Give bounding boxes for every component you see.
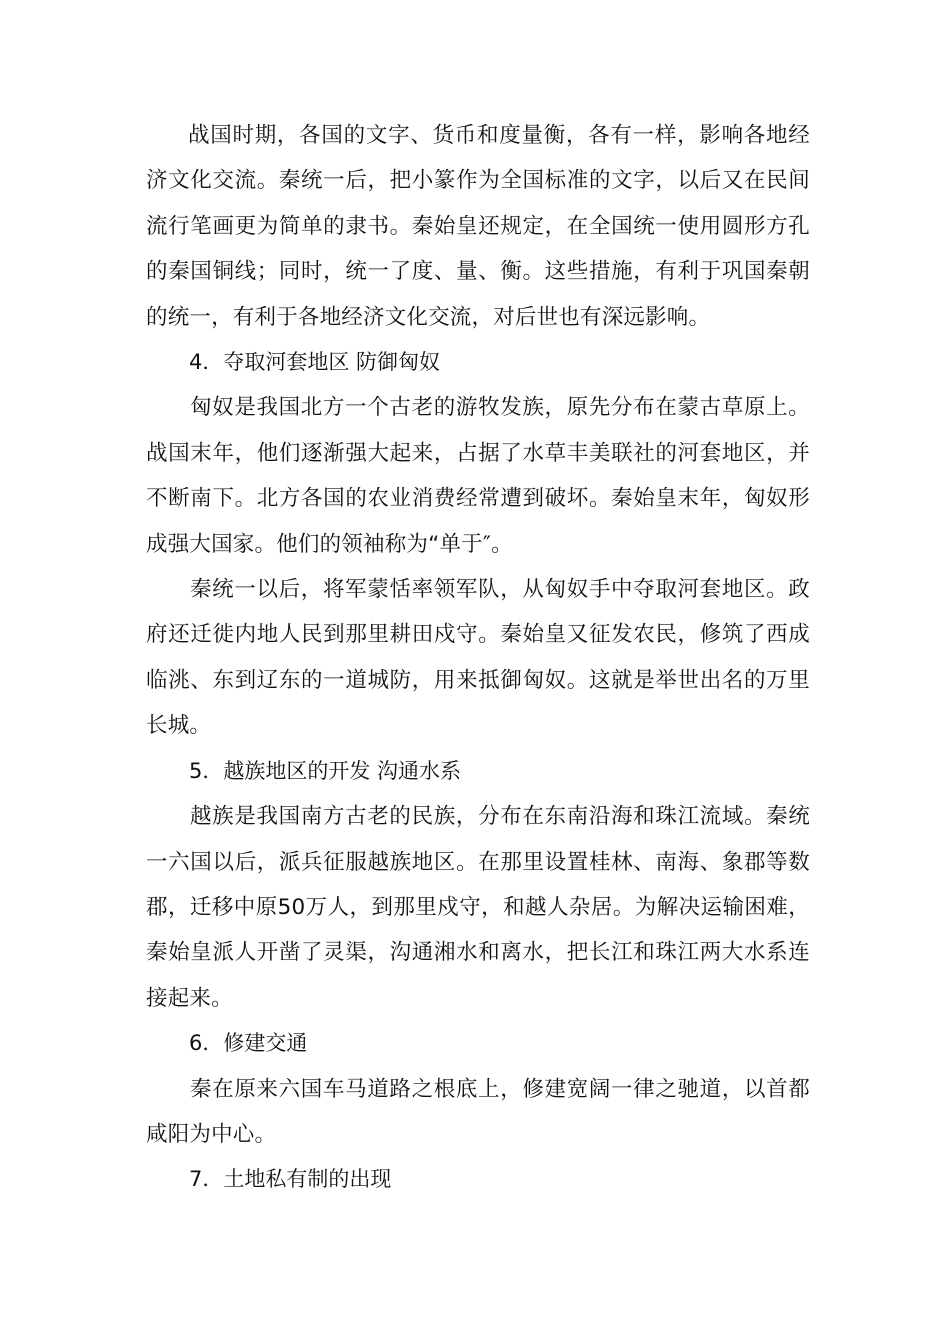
paragraph-unification-measures: 战国时期，各国的文字、货币和度量衡，各有一样，影响各地经济文化交流。秦统一后，把小篆作为全国标准的文字，以后又在民间流行笔画更为简单的隶书。秦始皇还规定，在全国统一使用圆形方孔的秦国铜线；同时，统一了度、量、衡。这些措施，有利于巩国秦朝的统一，有利于各地经济文化交流，对后世也有深远影响。 (146, 123, 810, 330)
heading-land-ownership: 7．土地私有制的出现 (189, 1167, 392, 1192)
paragraph-transport: 秦在原来六国车马道路之根底上，修建宽阔一律之驰道，以首都咸阳为中心。 (146, 1076, 810, 1147)
heading-transport: 6．修建交通 (189, 1031, 308, 1056)
heading-hetao-xiongnu: 4．夺取河套地区 防御匈奴 (189, 350, 441, 375)
heading-yue-development: 5．越族地区的开发 沟通水系 (189, 758, 462, 783)
paragraph-xiongnu: 匈奴是我国北方一个古老的游牧发族，原先分布在蒙古草原上。战国末年，他们逐渐强大起来，占据了水草丰美联社的河套地区，并不断南下。北方各国的农业消费经常遭到破坏。秦始皇末年，匈奴形成强大国家。他们的领袖称为“单于″。 (146, 395, 810, 557)
paragraph-yue: 越族是我国南方古老的民族，分布在东南沿海和珠江流域。秦统一六国以后，派兵征服越族地区。在那里设置桂林、南海、象郡等数郡，迁移中原50万人，到那里戍守，和越人杂居。为解决运输困难，秦始皇派人开凿了灵渠，沟通湘水和离水，把长江和珠江两大水系连接起来。 (146, 804, 810, 1011)
document-page (146, 113, 810, 1203)
paragraph-great-wall: 秦统一以后，将军蒙恬率领军队，从匈奴手中夺取河套地区。政府还迁徙内地人民到那里耕田戍守。秦始皇又征发农民，修筑了西成临洮、东到辽东的一道城防，用来抵御匈奴。这就是举世出名的万里长城。 (146, 577, 810, 739)
